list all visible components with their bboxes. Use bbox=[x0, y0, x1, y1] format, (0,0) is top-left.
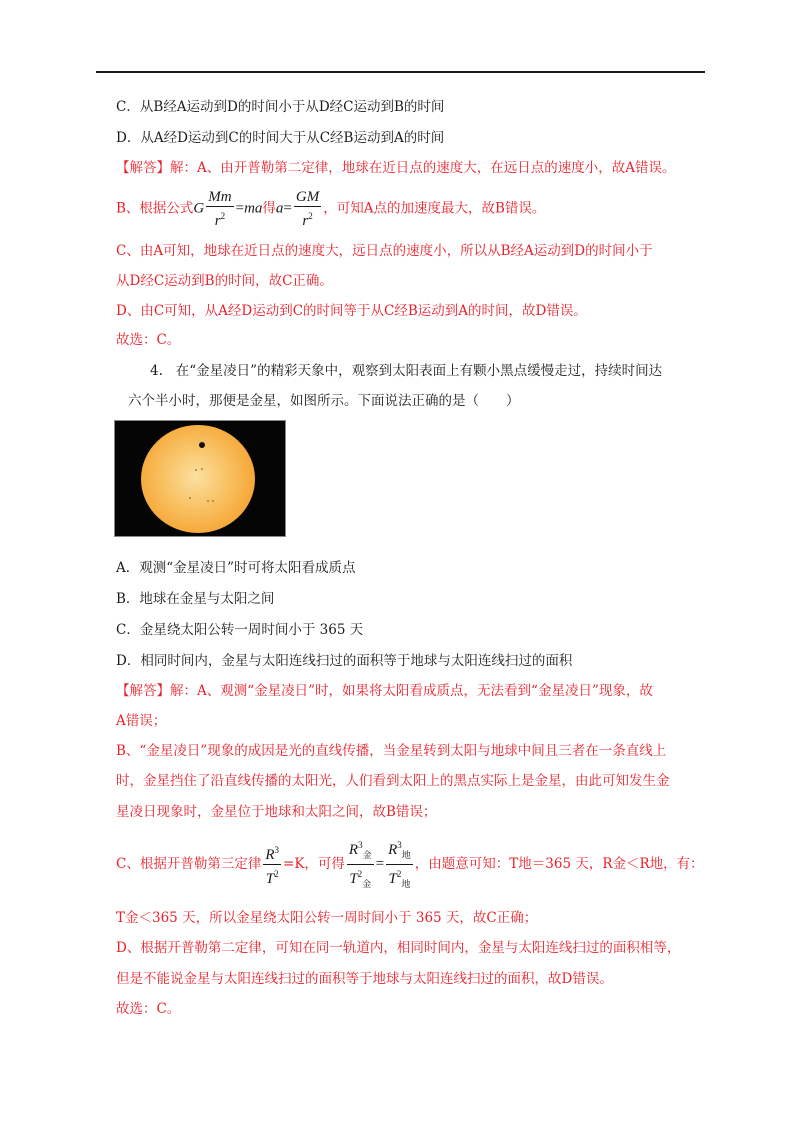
fraction-numerator bbox=[347, 836, 374, 865]
formula-g: G bbox=[193, 200, 205, 217]
prev-answer-c2: 从D经C运动到B的时间，故C正确。 bbox=[116, 273, 333, 289]
den-exp: 2 bbox=[308, 211, 313, 221]
answer-text: 解：A、观测“金星凌日”时，如果将太阳看成质点，无法看到“金星凌日”现象，故 bbox=[170, 683, 653, 699]
answer-text: =K，可得 bbox=[283, 856, 345, 872]
option-text: 从A经D运动到C的时间大于从C经B运动到A的时间 bbox=[140, 130, 445, 146]
num-sub: 金 bbox=[362, 850, 372, 860]
den-base: T bbox=[265, 871, 275, 887]
answer-tag: 【解答】 bbox=[116, 683, 170, 699]
q4-answer-b1: B、“金星凌日”现象的成因是光的直线传播，当金星转到太阳与地球中间且三者在一条直线上 bbox=[116, 743, 667, 759]
question4-option-c bbox=[116, 621, 363, 639]
option-text: 观测“金星凌日”时可将太阳看成质点 bbox=[139, 560, 356, 576]
option-label: C． bbox=[116, 622, 140, 638]
derive-word: 得 bbox=[262, 200, 276, 217]
fraction-denominator bbox=[206, 207, 233, 230]
fraction-denominator bbox=[294, 207, 321, 230]
sunspot bbox=[195, 469, 197, 471]
header-rule bbox=[96, 71, 705, 73]
den-sub: 地 bbox=[401, 879, 411, 889]
option-text: 地球在金星与太阳之间 bbox=[139, 591, 275, 607]
answer-text: B、根据公式 bbox=[116, 200, 194, 217]
prev-answer-c1: C、由A可知，地球在近日点的速度大，远日点的速度小，所以从B经A运动到D的时间小于 bbox=[116, 243, 653, 259]
num-base: R bbox=[388, 842, 398, 858]
equals: = bbox=[283, 200, 292, 217]
prev-answer-d: D、由C可知，从A经D运动到C的时间等于从C经B运动到A的时间，故D错误。 bbox=[116, 303, 587, 319]
q4-answer-a2: A错误； bbox=[116, 713, 167, 729]
den-base: r bbox=[302, 213, 309, 229]
prev-option-c bbox=[116, 98, 444, 116]
fraction-numerator bbox=[386, 836, 413, 865]
num-base: R bbox=[265, 847, 275, 863]
answer-text: ，由题意可知：T地＝365 天，R金＜R地，有： bbox=[414, 856, 704, 872]
formula-r3-t2 bbox=[263, 841, 281, 888]
num-exp: 3 bbox=[358, 840, 363, 850]
num-base: R bbox=[348, 842, 359, 858]
fraction-denominator bbox=[347, 865, 374, 893]
question4-option-d bbox=[116, 652, 572, 670]
q4-answer-a1 bbox=[116, 682, 653, 700]
num-exp: 3 bbox=[274, 845, 280, 855]
answer-text: 解：A、由开普勒第二定律，地球在近日点的速度大，在远日点的速度小，故A错误。 bbox=[170, 160, 676, 176]
den-sub: 金 bbox=[362, 879, 372, 889]
q4-answer-c2: T金＜365 天，所以金星绕太阳公转一周时间小于 365 天，故C正确； bbox=[116, 910, 538, 926]
option-label: B． bbox=[116, 591, 140, 607]
question4-stem-line2: 六个半小时，那便是金星，如图所示。下面说法正确的是（ ） bbox=[128, 393, 520, 409]
den-exp: 2 bbox=[396, 869, 402, 879]
formula-venus-ratio bbox=[347, 836, 374, 893]
sunspot bbox=[212, 500, 214, 502]
question4-stem-line1 bbox=[150, 362, 662, 380]
q4-answer-b3: 星凌日现象时，金星位于地球和太阳之间，故B错误； bbox=[116, 804, 437, 820]
sunspot bbox=[201, 468, 203, 470]
sun-disk bbox=[141, 425, 255, 533]
question4-option-a bbox=[116, 559, 356, 577]
answer-text: ，可知A点的加速度最大，故B错误。 bbox=[323, 200, 546, 217]
venus-transit-image bbox=[114, 420, 286, 537]
option-label: D． bbox=[116, 653, 141, 669]
fraction-denominator bbox=[386, 865, 413, 893]
den-base: T bbox=[388, 871, 397, 887]
fraction-denominator bbox=[263, 865, 281, 888]
answer-tag: 【解答】 bbox=[116, 160, 170, 176]
formula-earth-ratio bbox=[386, 836, 413, 893]
q4-answer-c1 bbox=[116, 836, 704, 893]
option-label: C． bbox=[116, 99, 140, 115]
num-sub: 地 bbox=[401, 850, 411, 860]
answer-text: C、根据开普勒第三定律 bbox=[116, 856, 262, 872]
prev-option-d bbox=[116, 129, 444, 147]
prev-answer-choice: 故选：C。 bbox=[116, 332, 181, 348]
question-text: 在“金星凌日”的精彩天象中，观察到太阳表面上有颗小黑点缓慢走过，持续时间达 bbox=[175, 363, 663, 379]
equals: = bbox=[375, 856, 385, 872]
q4-answer-b2: 时，金星挡住了沿直线传播的太阳光，人们看到太阳上的黑点实际上是金星，由此可知发生金 bbox=[116, 773, 670, 789]
q4-answer-choice: 故选：C。 bbox=[116, 1001, 181, 1017]
option-text: 从B经A运动到D的时间小于从D经C运动到B的时间 bbox=[139, 99, 445, 115]
option-label: A． bbox=[116, 560, 140, 576]
fraction-numerator: GM bbox=[295, 189, 320, 205]
fraction-numerator bbox=[263, 841, 281, 865]
equals: = bbox=[235, 200, 245, 217]
formula-fraction-gm-r2 bbox=[294, 188, 321, 230]
prev-answer-a bbox=[116, 159, 676, 177]
den-base: T bbox=[349, 871, 358, 887]
q4-answer-d2: 但是不能说金星与太阳连线扫过的面积等于地球与太阳连线扫过的面积，故D错误。 bbox=[116, 971, 613, 987]
formula-fraction-mm-r2 bbox=[206, 188, 233, 230]
den-exp: 2 bbox=[274, 869, 279, 879]
sunspot bbox=[189, 497, 191, 499]
den-base: r bbox=[214, 213, 221, 229]
den-exp: 2 bbox=[220, 211, 226, 221]
fraction-numerator: Mm bbox=[208, 189, 232, 205]
prev-answer-b bbox=[116, 188, 545, 230]
num-exp: 3 bbox=[397, 840, 402, 850]
den-exp: 2 bbox=[357, 869, 363, 879]
q4-answer-d1: D、根据开普勒第二定律，可知在同一轨道内，相同时间内，金星与太阳连线扫过的面积相等， bbox=[116, 940, 681, 956]
question-number: 4. bbox=[150, 363, 163, 379]
question4-option-b bbox=[116, 590, 274, 608]
venus-dot bbox=[199, 442, 205, 448]
formula-ma: ma bbox=[244, 200, 263, 217]
formula-a: a bbox=[275, 200, 284, 217]
option-text: 金星绕太阳公转一周时间小于 365 天 bbox=[139, 622, 364, 638]
sunspot bbox=[207, 500, 209, 502]
option-text: 相同时间内，金星与太阳连线扫过的面积等于地球与太阳连线扫过的面积 bbox=[140, 653, 573, 669]
option-label: D． bbox=[116, 130, 141, 146]
